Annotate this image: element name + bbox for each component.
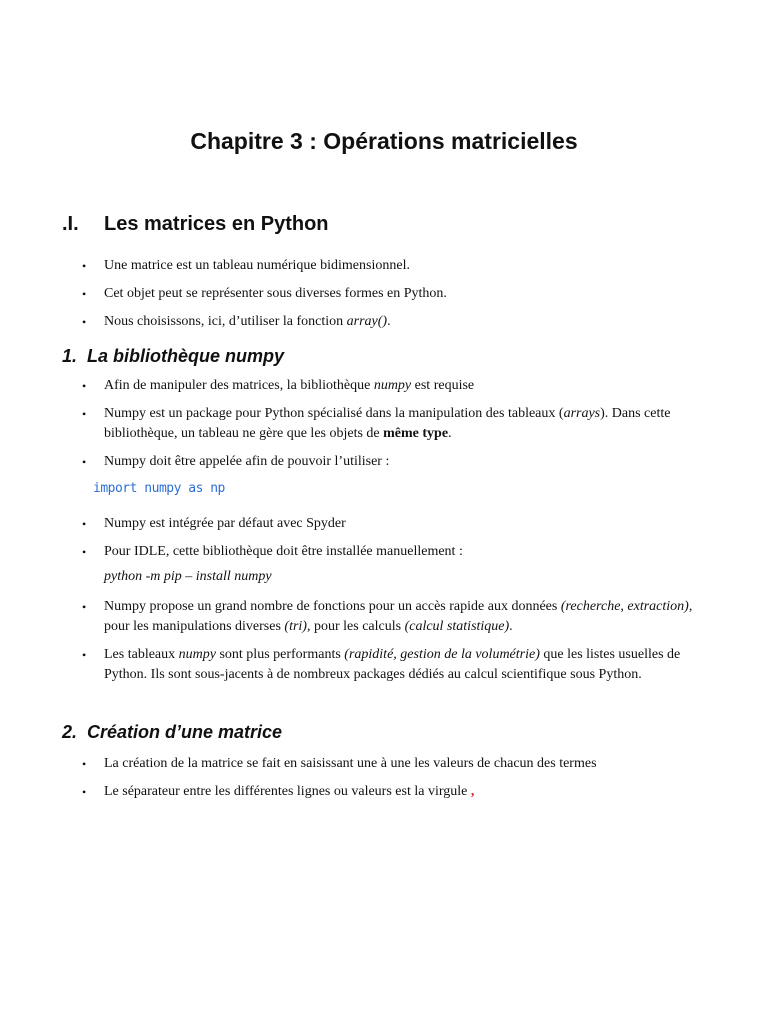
list-item: • Numpy doit être appelée afin de pouvoir l’utiliser : [0, 452, 768, 472]
code-snippet: import numpy as np [93, 481, 225, 496]
subsection-title: Création d’une matrice [87, 722, 283, 742]
section-3-list [0, 754, 768, 802]
list-item: • Nous choisissons, ici, d’utiliser la fonction array(). [0, 312, 768, 332]
section-heading-1 [62, 213, 329, 236]
page-title: Chapitre 3 : Opérations matricielles [190, 128, 578, 154]
list-item: • Pour IDLE, cette bibliothèque doit être installée manuellement : [0, 542, 768, 562]
list-item: • Numpy est un package pour Python spécialisé dans la manipulation des tableaux (arrays). Dans cette bibliothèque, un tableau ne gère que les objets de même type. [0, 404, 768, 444]
list-item: • Numpy est intégrée par défaut avec Spyder [0, 514, 768, 534]
section-2-list-a [0, 376, 768, 472]
subsection-title: La bibliothèque numpy [87, 346, 284, 366]
section-1-list [0, 256, 768, 332]
section-number: .I. [62, 213, 79, 235]
subsection-heading-1 [62, 346, 284, 367]
subsection-number: 2. [62, 722, 78, 742]
section-2-list-c [0, 597, 768, 685]
subsection-heading-2 [62, 722, 282, 743]
list-item: • La création de la matrice se fait en saisissant une à une les valeurs de chacun des termes [0, 754, 768, 774]
subsection-number: 1. [62, 346, 78, 366]
section-2-list-b [0, 514, 768, 562]
list-item: • Le séparateur entre les différentes lignes ou valeurs est la virgule , [0, 782, 768, 802]
list-item: • Cet objet peut se représenter sous diverses formes en Python. [0, 284, 768, 304]
list-item: • Afin de manipuler des matrices, la bibliothèque numpy est requise [0, 376, 768, 396]
section-title: Les matrices en Python [104, 213, 329, 235]
install-command: python -m pip – install numpy [104, 569, 272, 584]
list-item: • Numpy propose un grand nombre de fonctions pour un accès rapide aux données (recherche, extraction), pour les manipulations diverses (tri), pour les calculs (calcul statistique). [0, 597, 768, 637]
list-item: • Une matrice est un tableau numérique bidimensionnel. [0, 256, 768, 276]
list-item: • Les tableaux numpy sont plus performants (rapidité, gestion de la volumétrie) que les listes usuelles de Python. Ils sont sous-jacents à de nombreux packages dédiés au calcul scientifique sous Python. [0, 645, 768, 685]
comma-separator: , [470, 784, 475, 799]
